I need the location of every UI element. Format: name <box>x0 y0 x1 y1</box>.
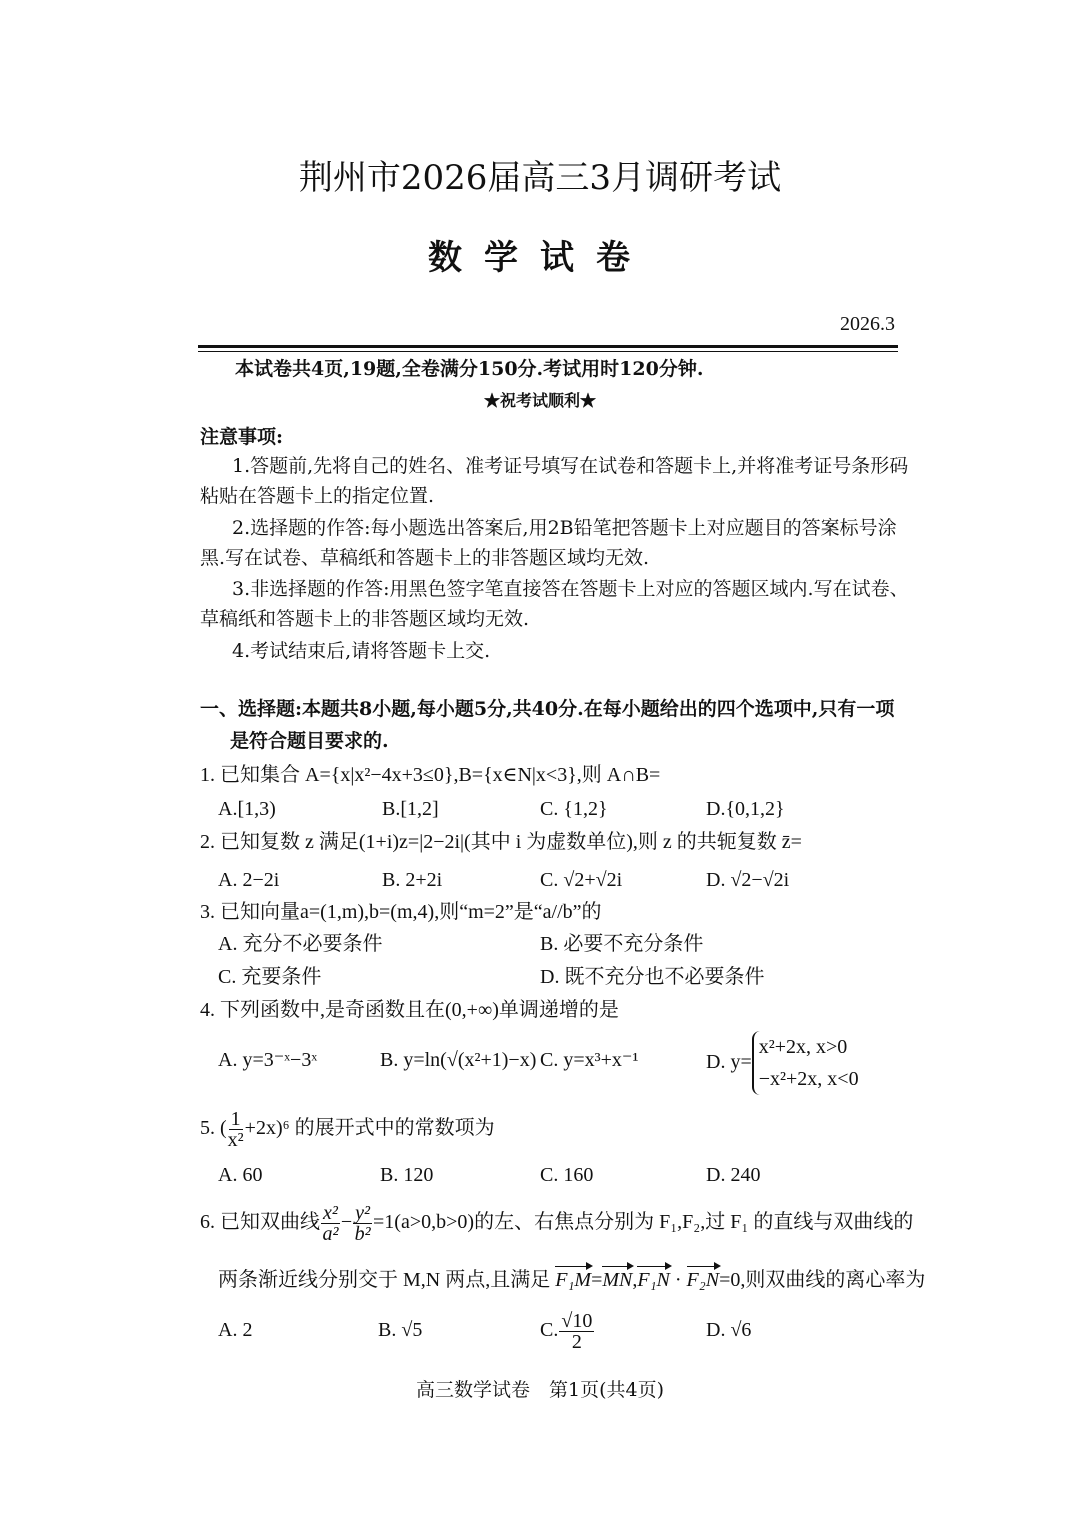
stem-rest: =1(a>0,b>0)的左、右焦点分别为 F₁,F₂,过 F₁ 的直线与双曲线的 <box>373 1211 914 1233</box>
question-stem: 3. 已知向量a=(1,m),b=(m,4),则“m=2”是“a//b”的 <box>200 901 602 923</box>
line2-text: 两条渐近线分别交于 M,N 两点,且满足 <box>218 1269 556 1291</box>
line2-end: =0,则双曲线的离心率为 <box>719 1269 926 1291</box>
numerator: √10 <box>561 1309 593 1332</box>
page-footer: 高三数学试卷 第1页(共4页) <box>415 1379 664 1401</box>
option-c: C. {1,2} <box>540 798 608 820</box>
option-b: B. 2+2i <box>382 869 443 891</box>
good-luck: ★祝考试顺利★ <box>483 391 596 410</box>
exam-summary: 本试卷共4页,19题,全卷满分150分.考试用时120分钟. <box>235 358 704 380</box>
exam-subject: 数学试卷 <box>428 238 652 278</box>
option-a: A. 2 <box>218 1319 253 1341</box>
option-b: B. 必要不充分条件 <box>540 933 704 955</box>
option-a: A.[1,3) <box>218 798 276 820</box>
comma: , <box>632 1269 638 1291</box>
header-rule <box>198 345 898 348</box>
option-d: D. √6 <box>706 1319 752 1341</box>
numerator: 1 <box>230 1107 241 1130</box>
question-stem: 4. 下列函数中,是奇函数且在(0,+∞)单调递增的是 <box>200 999 619 1021</box>
exam-title: 荆州市2026届高三3月调研考试 <box>298 158 782 198</box>
option-d: D. 240 <box>706 1164 761 1186</box>
option-c: C. y=x³+x⁻¹ <box>540 1049 639 1071</box>
stem-prefix: 6. 已知双曲线 <box>200 1211 320 1233</box>
denominator: x² <box>227 1128 244 1151</box>
section-heading-line: 一、选择题:本题共8小题,每小题5分,共40分.在每小题给出的四个选项中,只有一项 <box>200 698 895 720</box>
vector-f2n: F₂N <box>687 1266 720 1292</box>
denominator: a² <box>322 1222 339 1245</box>
vector-f1n: F₁N <box>637 1266 670 1292</box>
option-d: D.{0,1,2} <box>706 798 785 820</box>
section-heading-line: 是符合题目要求的. <box>230 730 389 752</box>
option-b: B.[1,2] <box>382 798 439 820</box>
header-rule-thin <box>198 351 898 352</box>
stem-prefix: 5. ( <box>200 1117 227 1139</box>
notice-line: 黑.写在试卷、草稿纸和答题卡上的非答题区域均无效. <box>200 547 650 569</box>
denominator: 2 <box>571 1330 582 1353</box>
fraction <box>559 1311 594 1352</box>
option-a: A. 2−2i <box>218 869 280 891</box>
notice-line: 4.考试结束后,请将答题卡上交. <box>232 640 491 662</box>
option-d-label: D. y= <box>706 1051 752 1073</box>
fraction-y <box>353 1203 372 1244</box>
question-stem <box>200 1200 913 1244</box>
vector-mn: MN <box>602 1266 632 1292</box>
piece-2: −x²+2x, x<0 <box>758 1068 859 1091</box>
option-b: B. y=ln(√(x²+1)−x) <box>380 1049 537 1071</box>
option-b: B. 120 <box>380 1164 434 1186</box>
exam-date: 2026.3 <box>840 313 895 335</box>
vector-f1m: F₁M <box>555 1266 591 1292</box>
option-c: C. 充要条件 <box>218 966 322 988</box>
dot: · <box>669 1269 687 1291</box>
option-d: D. 既不充分也不必要条件 <box>540 966 765 988</box>
notice-line: 2.选择题的作答:每小题选出答案后,用2B铅笔把答题卡上对应题目的答案标号涂 <box>232 517 897 539</box>
question-stem: 1. 已知集合 A={x|x²−4x+3≤0},B={x∈N|x<3},则 A∩B= <box>200 764 661 786</box>
option-c: C. 160 <box>540 1164 594 1186</box>
piecewise-function <box>752 1031 859 1095</box>
option-a: A. 充分不必要条件 <box>218 933 383 955</box>
notice-line: 粘贴在答题卡上的指定位置. <box>200 485 435 507</box>
stem-suffix: +2x)⁶ 的展开式中的常数项为 <box>244 1117 495 1139</box>
question-stem-line2 <box>218 1266 925 1292</box>
numerator: y² <box>355 1201 371 1224</box>
option-b: B. √5 <box>378 1319 423 1341</box>
notice-line: 3.非选择题的作答:用黑色签字笔直接答在答题卡上对应的答题区域内.写在试卷、 <box>232 578 909 600</box>
option-a: A. 60 <box>218 1164 263 1186</box>
denominator: b² <box>354 1222 371 1245</box>
numerator: x² <box>323 1201 338 1224</box>
fraction-x <box>321 1203 340 1244</box>
option-d <box>706 1030 859 1095</box>
question-stem <box>200 1106 495 1150</box>
option-a: A. y=3⁻ˣ−3ˣ <box>218 1049 318 1071</box>
option-c: C. √2+√2i <box>540 869 623 891</box>
option-c-label: C. <box>540 1319 559 1341</box>
option-d: D. √2−√2i <box>706 869 790 891</box>
minus: − <box>340 1211 353 1233</box>
option-c <box>540 1308 595 1352</box>
equals: = <box>591 1269 603 1291</box>
notice-title: 注意事项: <box>200 426 284 448</box>
notice-line: 草稿纸和答题卡上的非答题区域均无效. <box>200 608 530 630</box>
question-stem: 2. 已知复数 z 满足(1+i)z=|2−2i|(其中 i 为虚数单位),则 z 的共轭复数 z̄= <box>200 831 802 853</box>
fraction <box>228 1109 244 1150</box>
piece-1: x²+2x, x>0 <box>758 1036 848 1059</box>
notice-line: 1.答题前,先将自己的姓名、准考证号填写在试卷和答题卡上,并将准考证号条形码 <box>232 455 909 477</box>
